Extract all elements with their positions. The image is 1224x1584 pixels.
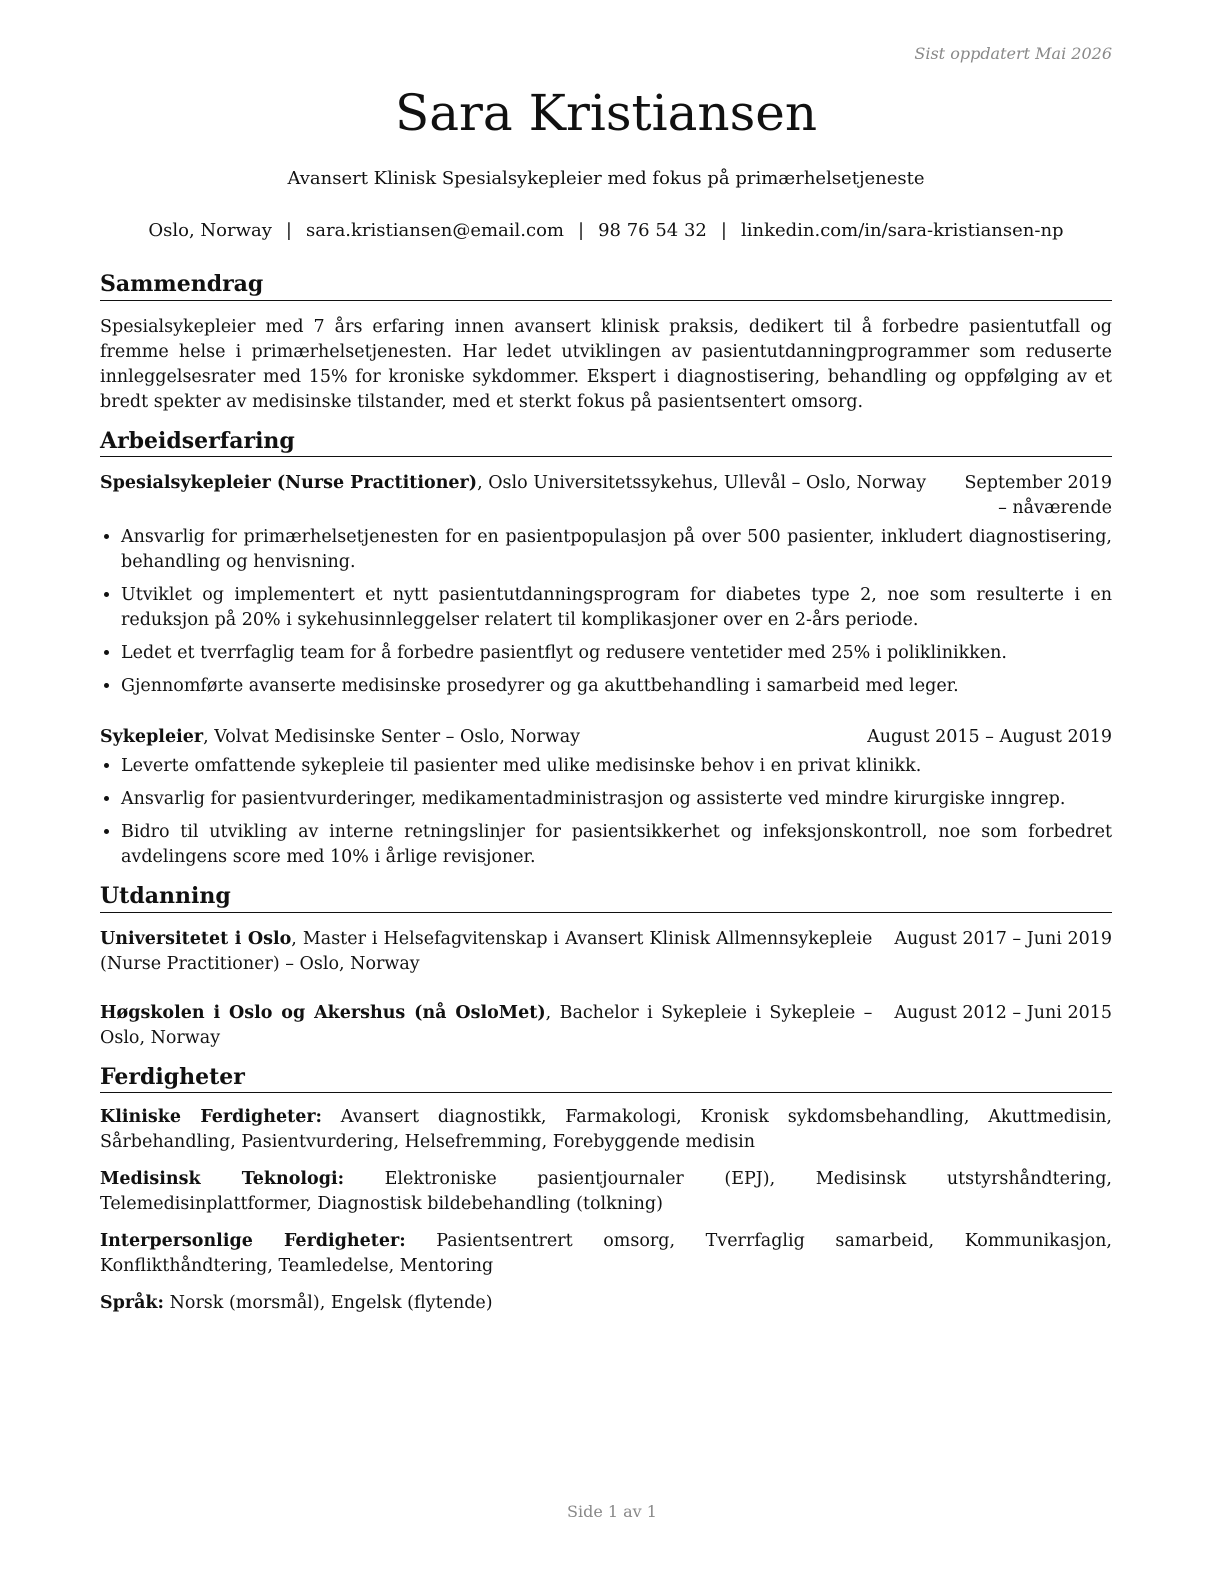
section-title: Arbeidserfaring bbox=[100, 427, 1112, 458]
job-role: Sykepleier bbox=[100, 727, 204, 748]
list-item: • Utviklet og implementert et nytt pasientutdanningsprogram for diabetes type 2, noe som resulterte i en reduksjon på 20% i sykehusinnleggelser relatert til komplikasjoner over en 2-års periode. bbox=[121, 583, 1112, 633]
education-detail: , Bachelor i Sykepleie i Sykepleie – Oslo, Norway bbox=[100, 1002, 873, 1048]
contact-location: Oslo, Norway bbox=[148, 220, 272, 241]
experience-section bbox=[100, 427, 1112, 871]
candidate-name: Sara Kristiansen bbox=[394, 84, 818, 142]
skill-value: Pasientsentrert omsorg, Tverrfaglig samarbeid, Kommunikasjon, Konflikthåndtering, Teamledelse, Mentoring bbox=[100, 1231, 1112, 1277]
skill-label: Språk: bbox=[100, 1293, 165, 1314]
job-bullets bbox=[100, 525, 1112, 699]
summary-section bbox=[100, 270, 1112, 415]
skill-value: Norsk (morsmål), Engelsk (flytende) bbox=[164, 1293, 493, 1314]
job-org: , Volvat Medisinske Senter – Oslo, Norway bbox=[203, 727, 581, 748]
list-item: • Gjennomførte avanserte medisinske prosedyrer og ga akuttbehandling i samarbeid med leger. bbox=[121, 674, 1112, 699]
education-detail: , Master i Helsefagvitenskap i Avansert Klinisk Allmennsykepleie (Nurse Practitioner) – Oslo, Norway bbox=[100, 928, 873, 974]
tagline: Avansert Klinisk Spesialsykepleier med fokus på primærhelsetjeneste bbox=[287, 168, 925, 189]
skill-value: Elektroniske pasientjournaler (EPJ), Medisinsk utstyrshåndtering, Telemedisinplattformer, Diagnostisk bildebehandling (tolkning) bbox=[100, 1169, 1112, 1215]
contact-phone: 98 76 54 32 bbox=[598, 220, 707, 241]
contact-separator: | bbox=[285, 220, 292, 241]
skill-line bbox=[100, 1105, 1112, 1155]
contact-email[interactable]: sara.kristiansen@email.com bbox=[306, 220, 565, 241]
education-dates: August 2012 – Juni 2015 bbox=[894, 1002, 1112, 1023]
job-entry bbox=[100, 725, 1112, 870]
list-item: • Ansvarlig for primærhelsetjenesten for en pasientpopulasjon på over 500 pasienter, inkludert diagnostisering, behandling og henvisning. bbox=[121, 525, 1112, 575]
skill-value: Avansert diagnostikk, Farmakologi, Kronisk sykdomsbehandling, Akuttmedisin, Sårbehandling, Pasientvurdering, Helsefremming, Forebyggende medisin bbox=[100, 1107, 1112, 1153]
job-dates: August 2015 – August 2019 bbox=[867, 727, 1112, 748]
last-updated: Sist oppdatert Mai 2026 bbox=[914, 44, 1112, 63]
skill-label: Medisinsk Teknologi: bbox=[100, 1169, 345, 1190]
skill-line bbox=[100, 1291, 1112, 1316]
section-title: Utdanning bbox=[100, 882, 1112, 913]
contact-separator: | bbox=[720, 220, 727, 241]
list-item: • Leverte omfattende sykepleie til pasienter med ulike medisinske behov i en privat klinikk. bbox=[121, 754, 1112, 779]
job-role: Spesialsykepleier (Nurse Practitioner) bbox=[100, 473, 478, 494]
job-bullets bbox=[100, 754, 1112, 870]
section-title: Ferdigheter bbox=[100, 1063, 1112, 1094]
education-section bbox=[100, 882, 1112, 1051]
education-entry bbox=[100, 927, 1112, 977]
job-header bbox=[100, 471, 1112, 521]
skill-line bbox=[100, 1167, 1112, 1217]
job-org: , Oslo Universitetssykehus, Ullevål – Oslo, Norway bbox=[477, 473, 927, 494]
summary-text: Spesialsykepleier med 7 års erfaring innen avansert klinisk praksis, dedikert til å forbedre pasientutfall og fremme helse i primærhelsetjenesten. Har ledet utviklingen av pasientutdanningprogrammer som reduserte innleggelsesrater med 15% for kroniske sykdommer. Ekspert i diagnostisering, behandling og oppfølging av et bredt spekter av medisinske tilstander, med et sterkt fokus på pasientsentert omsorg. bbox=[100, 316, 1112, 412]
skills-section bbox=[100, 1063, 1112, 1317]
contact-line bbox=[100, 220, 1112, 241]
education-dates: August 2017 – Juni 2019 bbox=[894, 928, 1112, 949]
skill-line bbox=[100, 1229, 1112, 1279]
list-item: • Ansvarlig for pasientvurderinger, medikamentadministrasjon og assisterte ved mindre kirurgiske inngrep. bbox=[121, 787, 1112, 812]
education-school: Høgskolen i Oslo og Akershus (nå OsloMet) bbox=[100, 1002, 546, 1023]
page-number: Side 1 av 1 bbox=[567, 1502, 657, 1521]
contact-linkedin[interactable]: linkedin.com/in/sara-kristiansen-np bbox=[740, 220, 1064, 241]
contact-separator: | bbox=[578, 220, 585, 241]
section-title: Sammendrag bbox=[100, 270, 1112, 301]
job-dates: September 2019 – nåværende bbox=[964, 473, 1112, 519]
job-header bbox=[100, 725, 1112, 750]
education-school: Universitetet i Oslo bbox=[100, 928, 292, 949]
list-item: • Ledet et tverrfaglig team for å forbedre pasientflyt og redusere ventetider med 25% i poliklinikken. bbox=[121, 641, 1112, 666]
skill-label: Kliniske Ferdigheter: bbox=[100, 1107, 323, 1128]
resume-content bbox=[100, 270, 1112, 1328]
education-entry bbox=[100, 1001, 1112, 1051]
skill-label: Interpersonlige Ferdigheter: bbox=[100, 1231, 406, 1252]
list-item: • Bidro til utvikling av interne retningslinjer for pasientsikkerhet og infeksjonskontroll, noe som forbedret avdelingens score med 10% i årlige revisjoner. bbox=[121, 820, 1112, 870]
job-entry bbox=[100, 471, 1112, 699]
